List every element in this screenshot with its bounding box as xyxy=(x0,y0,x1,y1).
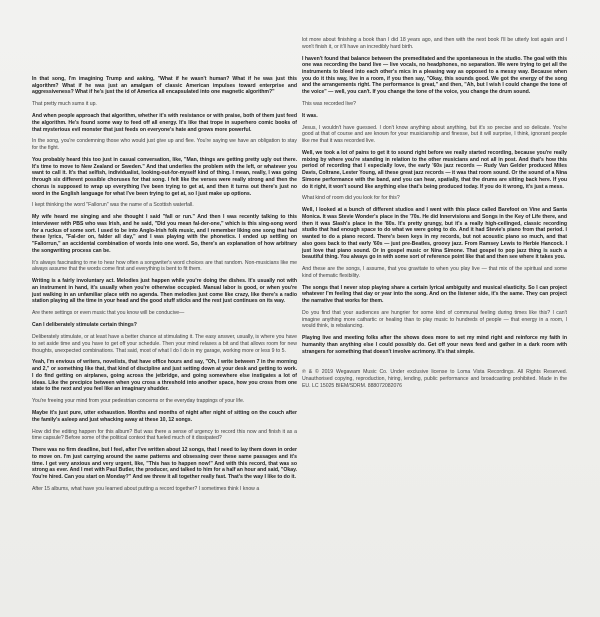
left-question-paragraph: That pretty much sums it up. xyxy=(32,101,97,108)
left-answer-paragraph: In that song, I'm imagining Trump and asking, "What if he wasn't human? What if he was just this algorithm? What if he was just an amalgam of classic American impulses toward enterprise and aggressiveness? What if he's just the id of America all encapsulated into one magnetic algorithm?" xyxy=(32,76,297,96)
copyright-credits: ℗ & © 2019 Wegawam Music Co. Under exclusive license to Loma Vista Recordings. All Rights Reserved. Unauthorised copying, reproduction, hiring, lending, public performance and broadcasting prohibited. Made in the EU. LC 15025 BIEM/SDRM. 888072082076 xyxy=(302,369,567,389)
right-answer-paragraph: The songs that I never stop playing share a certain lyrical ambiguity and musical elasticity. So I can project whatever I'm feeling that day or year into the song. And on the listener side, it's the same. They can project the narrative that works for them. xyxy=(302,284,567,305)
left-answer-paragraph: And when people approach that algorithm, whether it's with resistance or with praise, both of them just feed the algorithm. He's found some way to feed off all energy. It's like that trope in superhero comic books of that mysterious evil monster that just feeds on everyone's hate and grows more powerful. xyxy=(32,113,297,133)
left-question-paragraph: After 15 albums, what have you learned about putting a record together? I sometimes think I know a xyxy=(32,485,260,492)
left-answer-paragraph: You probably heard this too just in casual conversation, like, "Man, things are getting pretty ugly out there. It's time to move to New Zealand or Sweden." And that underlies the problem with the left, or whatever you want to call it. It's that selfish, individualist, looking-out-for-myself kind of thing. I mean, really, I was going through six different possible choruses for that song. I felt like the verses were really strong and then the chorus is supposed to wrap up everything I've been trying to get at, and then it turns out there's just no word in the English language for what I've been trying to get at, so I just make up options. xyxy=(32,157,297,197)
right-question-paragraph: This was recorded live? xyxy=(302,101,356,107)
left-answer-paragraph: My wife heard me singing and she thought I said "fall or run." And then I was recently talking to this interviewer with PBS who was Irish, and he said, "Did you mean fal-der-one," which is this sing-song word for a ruckus of some sort. I used to be into Anglo-Irish folk music, and I remember liking one song that had these lyrics, "Fal-der on, falder all day," and I was playing with the phonetics. I ended up settling on "Fallorrun," an accidental combination of words into one word. So, there's an explanation of how arbitrary the songwriting process can be. xyxy=(32,214,297,254)
right-answer-paragraph: I haven't found that balance between the premeditated and the spontaneous in the studio. The goal with this one was recording the band live — live vocals, no headphones, no separation. We were trying to get all the instruments to bleed into each other's mics in a pleasing way as opposed to a messy way. Because when you do it this way, live in a room, if you then say, "Okay, this sounds good. We got the energy of the song and the arrangements right. The performance is great," and then, "Ah, but I wish I could change the tone of the voice" — well, you can't. If you change the tone of the voice, you change the drum sound. xyxy=(302,55,567,96)
right-question-paragraph: What kind of room did you look for for this? xyxy=(302,195,400,202)
right-text-column xyxy=(302,37,567,395)
right-question-paragraph: Jesus, I wouldn't have guessed. I don't know anything about anything, but it's so precise and so delicate. You're good at that of course and are known for your musicianship and finesse, but it will surprise, I think, ignorant people like me that it was recorded live. xyxy=(302,124,567,145)
right-answer-paragraph: Well, we took a lot of pains to get it to sound right before we really started recording, because you're really mixing by where you're standing in relation to the other musicians and not all in post. And that's how this period of recording that I especially love, the early '60s jazz records — Rudy Van Gelder produced Miles Davis, Coltrane, Lester Young, all these great jazz records — it was that room sound. Or the sound of a Nina Simone performance with the band, and you can hear, spatially, that the drums are sitting back here. If you do it right, it won't sound like anything else that's being produced today. If you do it wrong, it's just a mess. xyxy=(302,150,567,190)
left-question-paragraph: I kept thinking the word "Fallorun" was the name of a Scottish waterfall. xyxy=(32,202,194,209)
left-answer-paragraph: Writing is a fairly involuntary act. Melodies just happen while you're doing the dishes. It's usually not with an instrument in hand, it's usually when you're otherwise occupied. Manual labor is good, or when you're just walking in an unfamiliar place with no agenda. Then melodies just come like crazy, like there's a radio station playing all the time in your head and the good stuff sticks and the rest just continues on its way. xyxy=(32,278,297,305)
left-text-column xyxy=(32,76,297,498)
right-question-paragraph: lot more about finishing a book than I did 18 years ago, and then with the next book I'll be utterly lost again and I won't finish it, or it'll have an incredibly hard birth. xyxy=(302,37,567,50)
left-question-paragraph: Deliberately stimulate, or at least have a better chance at stimulating it. The easy answer, usually, is where you have to set aside time and you have to get off your schedule. Then your mind relaxes a bit and that allows room for new thoughts, unexpected combinations. That said, most of what I do I do in my garage, working more or less 9 to 5. xyxy=(32,334,297,354)
right-question-paragraph: Do you find that your audiences are hungrier for some kind of communal feeling during times like this? I can't imagine anything more cathartic or healing than to play music to hundreds of people — that energy in a room, I would think, is rebalancing. xyxy=(302,310,567,330)
left-answer-paragraph: Maybe it's just pure, utter exhaustion. Months and months of night after night of sitting on the couch after the family's asleep and just whacking away at these 10, 12 songs. xyxy=(32,410,297,423)
left-answer-paragraph: Yeah, I'm envious of writers, novelists, that have office hours and say, "Oh, I write between 7 in the morning and 2," or something like that, that kind of discipline and just setting down at your desk and getting to work. I do find getting on airplanes, going across the jetbridge, and going somewhere else instigates a lot of ideas. Like the precipice between when you cross a threshold into another space, how you cross from one state to the next and you feel like an imaginary shudder. xyxy=(32,359,297,393)
left-question-paragraph: In the song, you're condemning those who would just give up and flee. You're saying we have an obligation to stay for the fight. xyxy=(32,138,297,152)
right-column-body xyxy=(302,37,567,355)
left-question-paragraph: How did the editing happen for this album? But was there a sense of urgency to record this now and finish it as a time capsule? Before some of the political context that fueled much of it dissipated? xyxy=(32,428,297,442)
right-question-paragraph: And these are the songs, I assume, that you gravitate to when you play live — that mix of the spiritual and some kind of thematic flexibility. xyxy=(302,266,567,279)
right-answer-paragraph: Well, I looked at a bunch of different studios and I went with this place called Barefoot on Vine and Santa Monica. It was Stevie Wonder's place in the '70s. He did Innervisions and Songs in the Key of Life there, and then it was Slash's place in the '80s. It's pretty grungy, but it's a really high-ceilinged, classic recording studio that had enough space to do what we were going to do. And it had Stevie's piano from that period. I wanted to do a piano record. There's been keys in my records, but not acoustic piano so much, and that also goes back to that early '60s — just pre-Beatles, groovy jazz. From Ramsey Lewis to Herbie Hancock. I just love that piano sound. Or in gospel music or Nina Simone. That gospel to pop jazz thing is such a beautiful thing. You always go in with some sort of reference point like that and then see where it takes you. xyxy=(302,207,567,261)
left-question-paragraph: You're freeing your mind from your pedestrian concerns or the everyday trappings of your life. xyxy=(32,398,245,405)
left-answer-paragraph: Can I deliberately stimulate certain things? xyxy=(32,322,137,329)
left-answer-paragraph: There was no firm deadline, but I feel, after I've written about 12 songs, that I need to lay them down in order to move on. I'm just carrying around the same patterns and obsessing over these same passages and it's time. I get very anxious and very urgent, like, "This has to happen now!" And with this record, that was so strong as ever. And I met with Paul Butler, the producer, and talked to him for a half an hour and said, "Okay. You're hired. Can you start on Monday?" And we threw it all together really fast. That's the way I like to do it. xyxy=(32,447,297,481)
right-answer-paragraph: Playing live and meeting folks after the shows does more to set my mind right and reinforce my faith in humanity than anything else I could possibly do. Get off your news feed and gather in a dark room with strangers for something that doesn't involve acrimony. It's that simple. xyxy=(302,335,567,355)
right-answer-paragraph: It was. xyxy=(302,112,318,119)
left-question-paragraph: It's always fascinating to me to hear how often a songwriter's word choices are that random. Non-musicians like me always assume that the words come first and everything is bent to fit them. xyxy=(32,259,297,273)
left-question-paragraph: Are there settings or even music that you know will be conducive— xyxy=(32,310,185,317)
